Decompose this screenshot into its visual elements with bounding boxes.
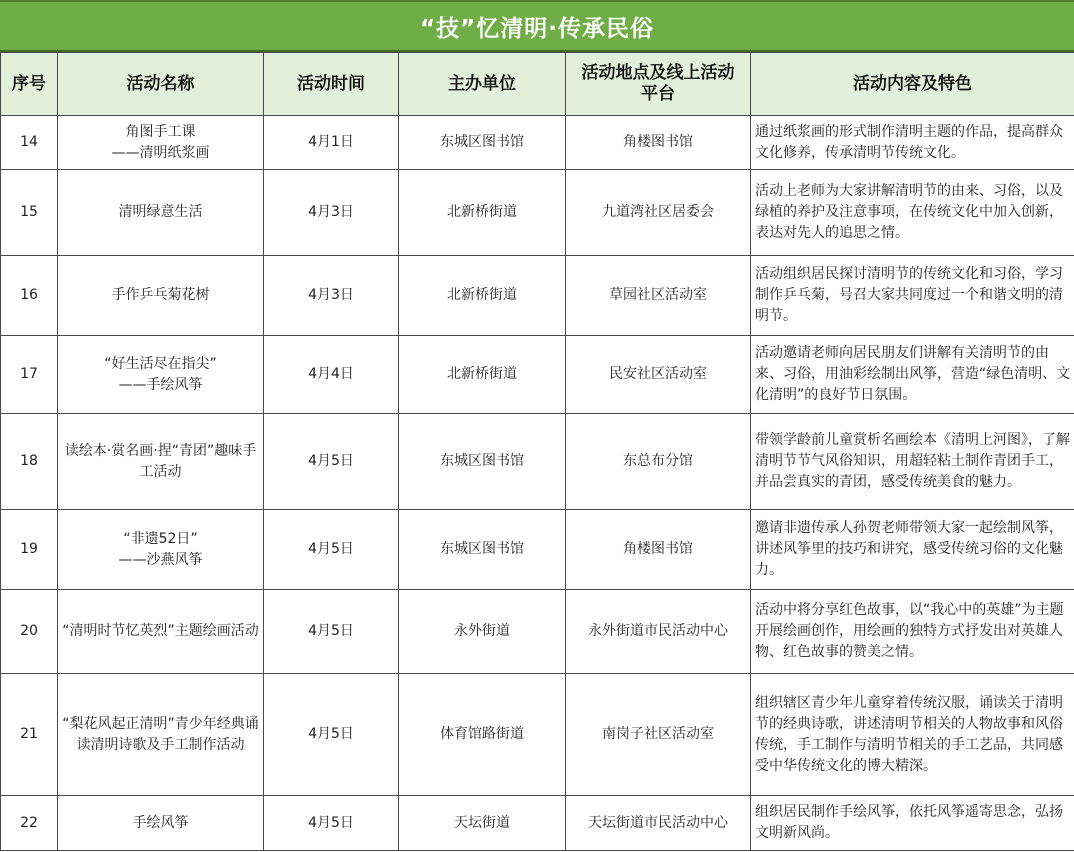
table-row <box>1 414 1074 510</box>
table-row <box>1 116 1074 170</box>
cell-host: 天坛街道 <box>399 796 566 851</box>
cell-host: 东城区图书馆 <box>399 414 566 510</box>
cell-time: 4月5日 <box>264 796 399 851</box>
cell-time: 4月5日 <box>264 674 399 796</box>
header-name: 活动名称 <box>58 53 264 116</box>
cell-place: 天坛街道市民活动中心 <box>566 796 751 851</box>
table-row <box>1 336 1074 414</box>
page-title: “技”忆清明·传承民俗 <box>420 15 654 42</box>
activity-table <box>0 52 1074 851</box>
cell-name: 手绘风筝 <box>58 796 264 851</box>
cell-time: 4月3日 <box>264 170 399 256</box>
header-time: 活动时间 <box>264 53 399 116</box>
cell-time: 4月5日 <box>264 414 399 510</box>
cell-name: 角图手工课 ——清明纸浆画 <box>58 116 264 170</box>
cell-place: 草园社区活动室 <box>566 256 751 336</box>
cell-time: 4月3日 <box>264 256 399 336</box>
header-host: 主办单位 <box>399 53 566 116</box>
cell-host: 北新桥街道 <box>399 336 566 414</box>
header-row <box>1 53 1074 116</box>
cell-no: 18 <box>1 414 58 510</box>
cell-time: 4月4日 <box>264 336 399 414</box>
cell-time: 4月5日 <box>264 510 399 590</box>
cell-no: 22 <box>1 796 58 851</box>
cell-place: 永外街道市民活动中心 <box>566 590 751 674</box>
cell-no: 14 <box>1 116 58 170</box>
cell-time: 4月1日 <box>264 116 399 170</box>
cell-host: 体育馆路街道 <box>399 674 566 796</box>
cell-place: 角楼图书馆 <box>566 116 751 170</box>
cell-host: 北新桥街道 <box>399 256 566 336</box>
cell-place: 九道湾社区居委会 <box>566 170 751 256</box>
cell-no: 20 <box>1 590 58 674</box>
table-row <box>1 170 1074 256</box>
header-desc: 活动内容及特色 <box>751 53 1074 116</box>
cell-desc: 活动上老师为大家讲解清明节的由来、习俗，以及绿植的养护及注意事项，在传统文化中加入创新，表达对先人的追思之情。 <box>751 170 1074 256</box>
cell-host: 东城区图书馆 <box>399 510 566 590</box>
cell-desc: 活动中将分享红色故事，以“我心中的英雄”为主题开展绘画创作，用绘画的独特方式抒发出对英雄人物、红色故事的赞美之情。 <box>751 590 1074 674</box>
cell-desc: 邀请非遗传承人孙贺老师带领大家一起绘制风筝，讲述风筝里的技巧和讲究，感受传统习俗的文化魅力。 <box>751 510 1074 590</box>
header-no: 序号 <box>1 53 58 116</box>
cell-place: 民安社区活动室 <box>566 336 751 414</box>
table-row <box>1 510 1074 590</box>
table-row <box>1 674 1074 796</box>
cell-no: 21 <box>1 674 58 796</box>
cell-host: 永外街道 <box>399 590 566 674</box>
cell-desc: 带领学龄前儿童赏析名画绘本《清明上河图》，了解清明节节气风俗知识，用超轻粘土制作青团手工，并品尝真实的青团，感受传统美食的魅力。 <box>751 414 1074 510</box>
cell-desc: 通过纸浆画的形式制作清明主题的作品，提高群众文化修养，传承清明节传统文化。 <box>751 116 1074 170</box>
cell-name: 读绘本·赏名画·捏“青团”趣味手工活动 <box>58 414 264 510</box>
table-row <box>1 256 1074 336</box>
cell-desc: 活动邀请老师向居民朋友们讲解有关清明节的由来、习俗，用油彩绘制出风筝，营造“绿色清明、文化清明”的良好节日氛围。 <box>751 336 1074 414</box>
cell-no: 19 <box>1 510 58 590</box>
cell-host: 东城区图书馆 <box>399 116 566 170</box>
cell-name: “好生活尽在指尖” ——手绘风筝 <box>58 336 264 414</box>
title-banner <box>0 0 1074 52</box>
cell-name: “梨花风起正清明”青少年经典诵读清明诗歌及手工制作活动 <box>58 674 264 796</box>
table-row <box>1 590 1074 674</box>
cell-name: “非遗52日” ——沙燕风筝 <box>58 510 264 590</box>
cell-host: 北新桥街道 <box>399 170 566 256</box>
cell-time: 4月5日 <box>264 590 399 674</box>
cell-no: 17 <box>1 336 58 414</box>
cell-place: 南岗子社区活动室 <box>566 674 751 796</box>
cell-desc: 组织居民制作手绘风筝，依托风筝遥寄思念，弘扬文明新风尚。 <box>751 796 1074 851</box>
cell-desc: 组织辖区青少年儿童穿着传统汉服，诵读关于清明节的经典诗歌，讲述清明节相关的人物故事和风俗传统，手工制作与清明节相关的手工艺品，共同感受中华传统文化的博大精深。 <box>751 674 1074 796</box>
cell-desc: 活动组织居民探讨清明节的传统文化和习俗，学习制作乒乓菊，号召大家共同度过一个和谐文明的清明节。 <box>751 256 1074 336</box>
cell-place: 角楼图书馆 <box>566 510 751 590</box>
cell-name: 清明绿意生活 <box>58 170 264 256</box>
cell-name: 手作乒乓菊花树 <box>58 256 264 336</box>
cell-no: 15 <box>1 170 58 256</box>
table-row <box>1 796 1074 851</box>
cell-no: 16 <box>1 256 58 336</box>
header-place: 活动地点及线上活动平台 <box>566 53 751 116</box>
cell-place: 东总布分馆 <box>566 414 751 510</box>
cell-name: “清明时节忆英烈”主题绘画活动 <box>58 590 264 674</box>
